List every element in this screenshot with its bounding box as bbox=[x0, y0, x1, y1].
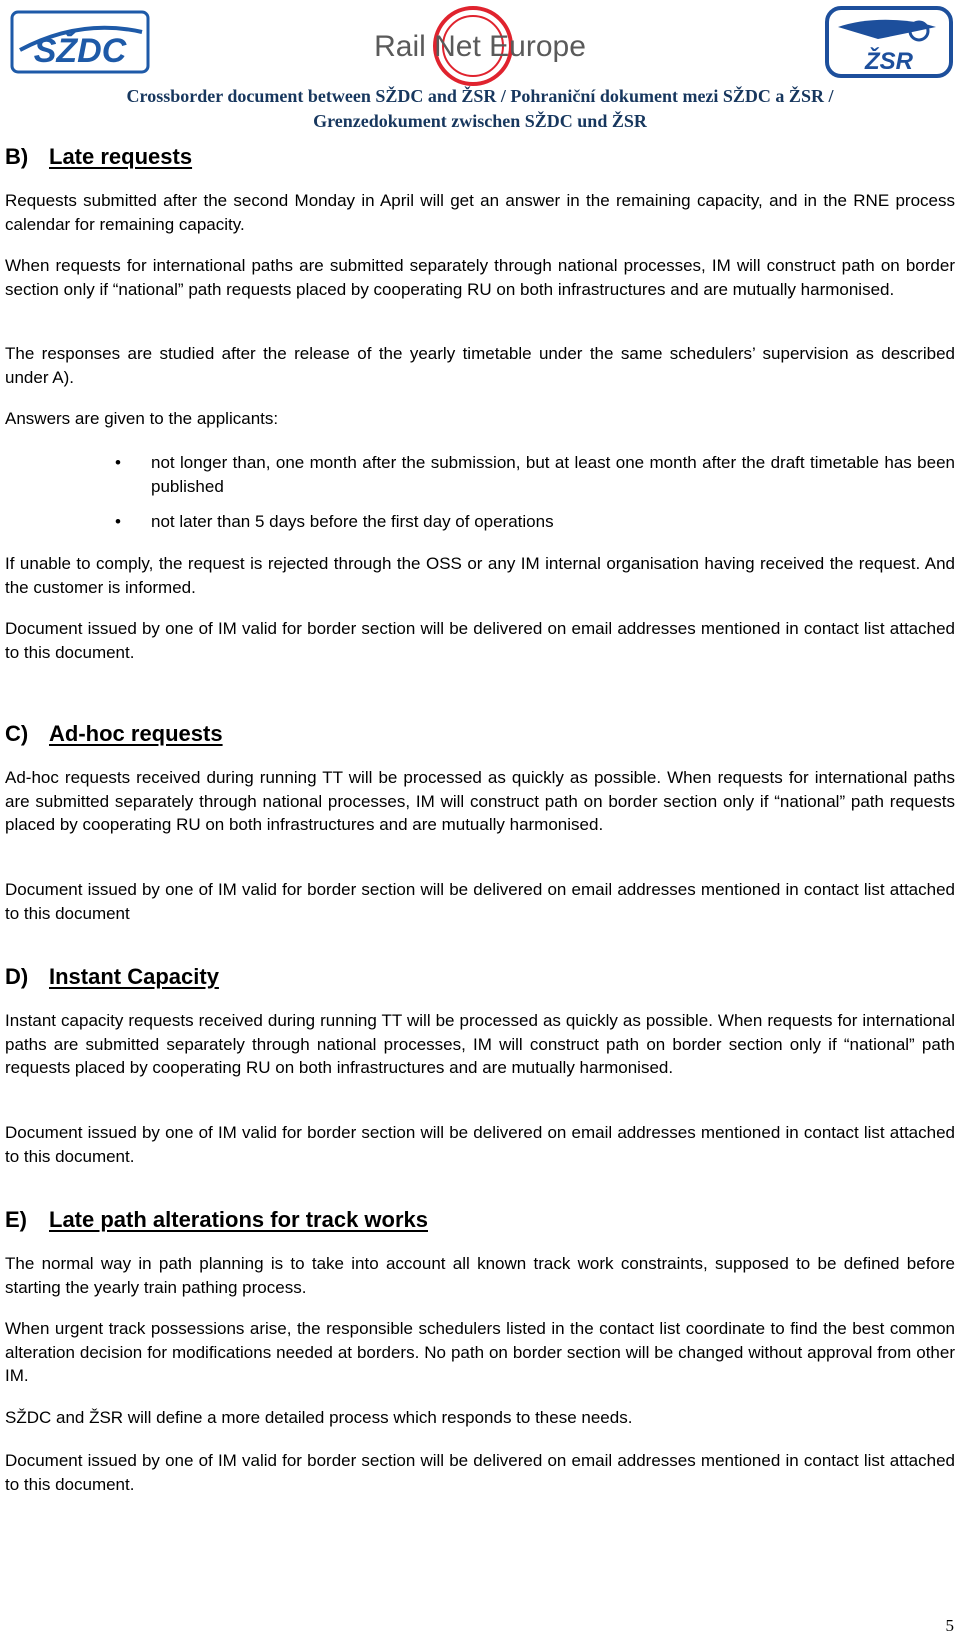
section-d-heading bbox=[5, 963, 219, 991]
section-e-heading bbox=[5, 1206, 428, 1234]
section-c-letter: C) bbox=[5, 721, 29, 746]
section-e-letter: E) bbox=[5, 1207, 27, 1232]
header-title-line-2: Grenzedokument zwischen SŽDC und ŽSR bbox=[313, 111, 647, 131]
szdc-logo-text: SŽDC bbox=[33, 32, 127, 70]
document-header-title bbox=[60, 84, 900, 134]
list-item bbox=[113, 451, 955, 498]
rne-logo bbox=[355, 4, 605, 94]
section-b-paragraph-6: Document issued by one of IM valid for border section will be delivered on email addresses mentioned in contact list attached to this document. bbox=[5, 619, 955, 662]
list-item-text: not longer than, one month after the submission, but at least one month after the draft timetable has been published bbox=[151, 453, 955, 496]
section-c-paragraph-1: Ad-hoc requests received during running TT will be processed as quickly as possible. When requests for international paths are submitted separately through national processes, IM will construct path on border section only if “national” path requests placed by cooperating RU on both infrastructures and are mutually harmonised. bbox=[5, 768, 955, 834]
section-c-paragraph-2: Document issued by one of IM valid for border section will be delivered on email addresses mentioned in contact list attached to this document bbox=[5, 880, 955, 923]
page-number: 5 bbox=[945, 1616, 954, 1635]
zsr-logo bbox=[824, 5, 954, 79]
bullet-icon: • bbox=[115, 512, 121, 531]
list-item bbox=[113, 510, 955, 534]
section-d-paragraph-2: Document issued by one of IM valid for border section will be delivered on email addresses mentioned in contact list attached to this document. bbox=[5, 1123, 955, 1166]
section-b-paragraph-1: Requests submitted after the second Monday in April will get an answer in the remaining capacity, and in the RNE process calendar for remaining capacity. bbox=[5, 191, 955, 234]
section-e-paragraph-1: The normal way in path planning is to take into account all known track work constraints, supposed to be defined before starting the yearly train pathing process. bbox=[5, 1254, 955, 1297]
section-b-paragraph-4: Answers are given to the applicants: bbox=[5, 409, 279, 428]
section-d-letter: D) bbox=[5, 964, 29, 989]
section-b-heading bbox=[5, 143, 192, 171]
section-d-title: Instant Capacity bbox=[49, 964, 219, 989]
section-b-paragraph-5: If unable to comply, the request is rejected through the OSS or any IM internal organisation having received the request. And the customer is informed. bbox=[5, 554, 955, 597]
section-d-paragraph-1: Instant capacity requests received during running TT will be processed as quickly as possible. When requests for international paths are submitted separately through national processes, IM will construct path on border section only if “national” path requests placed by cooperating RU on both infrastructures and are mutually harmonised. bbox=[5, 1011, 955, 1077]
section-b-title: Late requests bbox=[49, 144, 193, 169]
header-title-line-1: Crossborder document between SŽDC and ŽSR / Pohraniční dokument mezi SŽDC a ŽSR / bbox=[126, 86, 834, 106]
szdc-logo bbox=[10, 10, 150, 74]
section-c-title: Ad-hoc requests bbox=[49, 721, 223, 746]
section-e-paragraph-2: When urgent track possessions arise, the responsible schedulers listed in the contact list coordinate to find the best common alteration decision for modifications needed at borders. No path on border section will be changed without approval from other IM. bbox=[5, 1319, 955, 1385]
section-e-paragraph-3: SŽDC and ŽSR will define a more detailed process which responds to these needs. bbox=[5, 1408, 633, 1427]
section-c-heading bbox=[5, 720, 223, 748]
rne-logo-text: Rail Net Europe bbox=[374, 30, 586, 63]
section-b-letter: B) bbox=[5, 144, 29, 169]
section-b-paragraph-3: The responses are studied after the release of the yearly timetable under the same schedulers’ supervision as described under A). bbox=[5, 344, 955, 387]
section-b-paragraph-2: When requests for international paths are submitted separately through national processes, IM will construct path on border section only if “national” path requests placed by cooperating RU on both infrastructures and are mutually harmonised. bbox=[5, 256, 955, 299]
zsr-logo-text: ŽSR bbox=[865, 48, 913, 75]
bullet-icon: • bbox=[115, 453, 121, 472]
section-e-paragraph-4: Document issued by one of IM valid for border section will be delivered on email addresses mentioned in contact list attached to this document. bbox=[5, 1451, 955, 1494]
section-e-title: Late path alterations for track works bbox=[49, 1207, 428, 1232]
list-item-text: not later than 5 days before the first day of operations bbox=[151, 512, 554, 531]
